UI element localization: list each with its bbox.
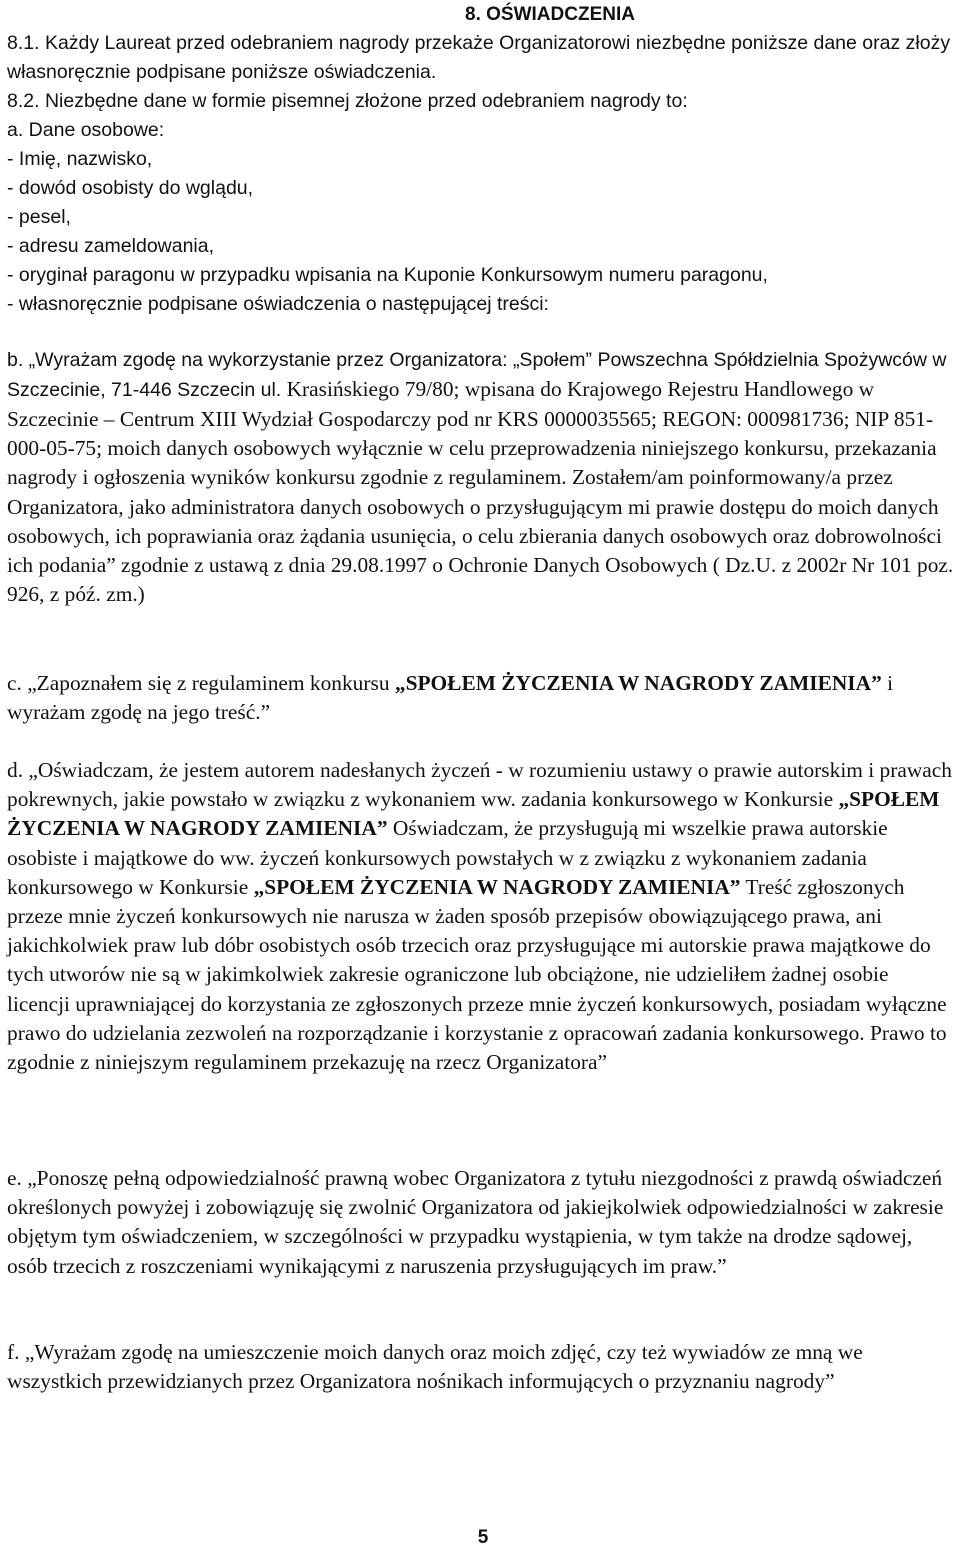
contest-title: „SPOŁEM ŻYCZENIA W NAGRODY ZAMIENIA”	[394, 671, 882, 695]
section-heading: 8. OŚWIADCZENIA	[465, 4, 635, 25]
list-item: - pesel,	[7, 206, 71, 228]
contest-title: „SPOŁEM ŻYCZENIA W NAGRODY ZAMIENIA”	[7, 787, 940, 841]
item-b-sans-part: b. „Wyrażam zgodę na wykorzystanie przez Organizatora: „Społem” Powszechna Spółdzielnia Spożywców w Szczecinie, 71-446 Szczecin ul.	[7, 349, 947, 401]
item-f	[7, 1338, 955, 1396]
item-b	[7, 346, 955, 609]
clause-8-1: 8.1. Każdy Laureat przed odebraniem nagrody przekaże Organizatorowi niezbędne poniższe dane oraz złoży własnoręcznie podpisane poniższe oświadczenia.	[7, 32, 951, 83]
list-item: - oryginał paragonu w przypadku wpisania na Kuponie Konkursowym numeru paragonu,	[7, 264, 768, 286]
list-item: - Imię, nazwisko,	[7, 148, 153, 170]
item-b-serif-part: Krasińskiego 79/80; wpisana do Krajowego Rejestru Handlowego w Szczecinie – Centrum XIII Wydział Gospodarczy pod nr KRS 0000035565; REGON: 000981736; NIP 851-000-05-75; moich danych osobowych wyłącznie w celu przeprowadzenia niniejszego konkursu, przekazania nagrody i ogłoszenia wyników konkursu zgodnie z regulaminem. Zostałem/am poinformowany/a przez Organizatora, jako administratora danych osobowych o przysługującym mi prawie dostępu do moich danych osobowych, ich poprawiania oraz żądania usunięcia, o celu zbierania danych osobowych oraz dobrowolności ich podania” zgodnie z ustawą z dnia 29.08.1997 o Ochronie Danych Osobowych ( Dz.U. z 2002r Nr 101 poz. 926, z póź. zm.)	[7, 377, 954, 607]
item-e	[7, 1164, 955, 1281]
list-item: - adresu zameldowania,	[7, 235, 215, 257]
clause-8-2: 8.2. Niezbędne dane w formie pisemnej złożone przed odebraniem nagrody to:	[7, 90, 688, 112]
item-d-part-2: Oświadczam, że przysługują mi wszelkie prawa autorskie osobiste i majątkowe do ww. życzeń konkursowych powstałych w z związku z wykonaniem zadania konkursowego w Konkursie	[7, 816, 888, 899]
item-d-part-1: d. „Oświadczam, że jestem autorem nadesłanych życzeń - w rozumieniu ustawy o prawie autorskim i prawach pokrewnych, jakie powstało w związku z wykonaniem ww. zadania konkursowego w Konkursie	[7, 758, 952, 812]
item-e-text: e. „Ponoszę pełną odpowiedzialność prawną wobec Organizatora z tytułu niezgodności z prawdą oświadczeń określonych powyżej i zobowiązuję się zwolnić Organizatora od jakiejkolwiek odpowiedzialności w zakresie objętym tym oświadczeniem, w szczególności w przypadku wystąpienia, w tym także na drodze sądowej, osób trzecich z roszczeniami wynikającymi z naruszenia przysługujących im praw.”	[7, 1166, 944, 1278]
contest-title: „SPOŁEM ŻYCZENIA W NAGRODY ZAMIENIA”	[253, 874, 741, 899]
item-c	[7, 669, 955, 727]
item-c-post: i wyrażam zgodę na jego treść.”	[7, 671, 894, 725]
page-number: 5	[477, 1527, 489, 1548]
clause-8-1-8-2	[7, 29, 955, 319]
item-d	[7, 756, 955, 1077]
item-d-part-3: Treść zgłoszonych przeze mnie życzeń konkursowych nie narusza w żaden sposób przepisów obowiązującego prawa, ani jakichkolwiek praw lub dóbr osobistych osób trzecich oraz przysługujące mi autorskie prawa majątkowe do tych utworów nie są w jakimkolwiek zakresie ograniczone lub obciążone, nie udzieliłem żadnej osobie licencji uprawniającej do korzystania ze zgłoszonych przeze mnie życzeń konkursowych, posiadam wyłączne prawo do udzielania zezwoleń na rozporządzanie i korzystanie z opracowań zadania konkursowego. Prawo to zgodnie z niniejszym regulaminem przekazuję na rzecz Organizatora”	[7, 874, 947, 1075]
item-f-text: f. „Wyrażam zgodę na umieszczenie moich danych oraz moich zdjęć, czy też wywiadów ze mną we wszystkich przewidzianych przez Organizatora nośnikach informujących o przyznaniu nagrody”	[7, 1340, 863, 1394]
list-item: - dowód osobisty do wglądu,	[7, 177, 254, 199]
list-item: - własnoręcznie podpisane oświadczenia o następującej treści:	[7, 293, 549, 315]
item-a-intro: a. Dane osobowe:	[7, 119, 165, 141]
item-c-pre: c. „Zapoznałem się z regulaminem konkursu	[7, 671, 395, 695]
